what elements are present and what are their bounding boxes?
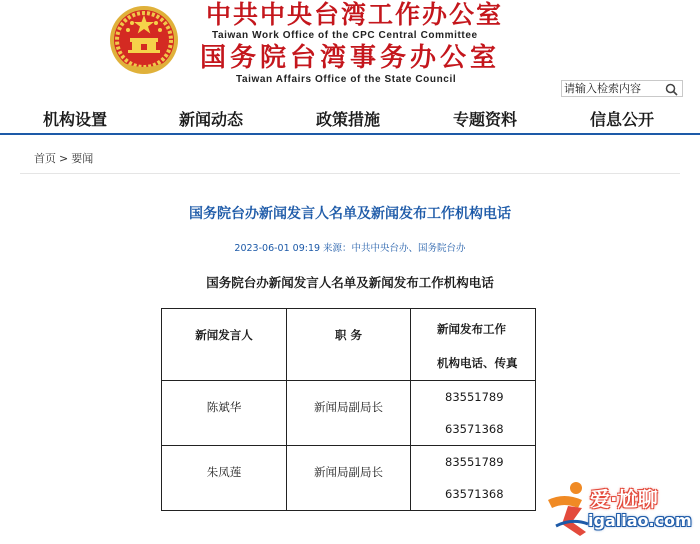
watermark-brand-domain: igaliao.com <box>588 511 692 530</box>
header-spokesperson: 新闻发言人 <box>162 309 287 381</box>
header-contact-line2: 机构电话、传真 <box>437 356 518 370</box>
main-nav <box>0 101 700 135</box>
search-icon[interactable] <box>665 83 678 96</box>
search-box <box>561 80 683 97</box>
cell-position: 新闻局副局长 <box>287 381 411 446</box>
cell-phone: 83551789 <box>445 455 504 469</box>
cell-contact <box>411 381 536 446</box>
nav-item-news[interactable]: 新闻动态 <box>179 110 244 129</box>
table-row <box>162 381 536 446</box>
spokesperson-table <box>161 308 536 511</box>
nav-item-disclosure[interactable]: 信息公开 <box>590 110 655 129</box>
breadcrumb <box>34 150 93 166</box>
article-meta: 2023-06-01 09:19 来源：中共中央台办、国务院台办 <box>234 243 466 254</box>
site-title-en-primary: Taiwan Work Office of the CPC Central Committee <box>212 30 478 41</box>
breadcrumb-home-link[interactable]: 首页 <box>34 152 56 165</box>
nav-item-topics[interactable]: 专题资料 <box>453 110 518 129</box>
breadcrumb-separator: > <box>59 152 69 165</box>
nav-item-organization[interactable]: 机构设置 <box>43 110 108 129</box>
site-title-cn-primary: 中共中央台湾工作办公室 <box>206 0 504 29</box>
cell-fax: 63571368 <box>445 422 504 436</box>
cell-phone: 83551789 <box>445 390 504 404</box>
cell-position: 新闻局副局长 <box>287 446 411 511</box>
search-input[interactable] <box>562 81 662 96</box>
header-position: 职 务 <box>287 309 411 381</box>
cell-contact <box>411 446 536 511</box>
site-title-en-secondary: Taiwan Affairs Office of the State Council <box>236 74 457 85</box>
national-emblem-icon[interactable] <box>108 4 180 76</box>
article-subtitle: 国务院台办新闻发言人名单及新闻发布工作机构电话 <box>206 275 494 290</box>
table-row <box>162 446 536 511</box>
header-contact-line1: 新闻发布工作 <box>437 322 506 336</box>
breadcrumb-current-link[interactable]: 要闻 <box>71 152 94 165</box>
nav-item-policies[interactable]: 政策措施 <box>316 110 381 129</box>
table-header-row <box>162 309 536 381</box>
watermark-brand-cn: 爱·尬聊 <box>590 487 658 511</box>
site-header <box>0 0 700 100</box>
article-title: 国务院台办新闻发言人名单及新闻发布工作机构电话 <box>189 206 511 222</box>
site-title-cn-secondary: 国务院台湾事务办公室 <box>200 43 501 73</box>
cell-fax: 63571368 <box>445 487 504 501</box>
cell-name: 陈斌华 <box>162 381 287 446</box>
header-contact <box>411 309 536 381</box>
breadcrumb-divider <box>20 173 680 174</box>
cell-name: 朱凤莲 <box>162 446 287 511</box>
